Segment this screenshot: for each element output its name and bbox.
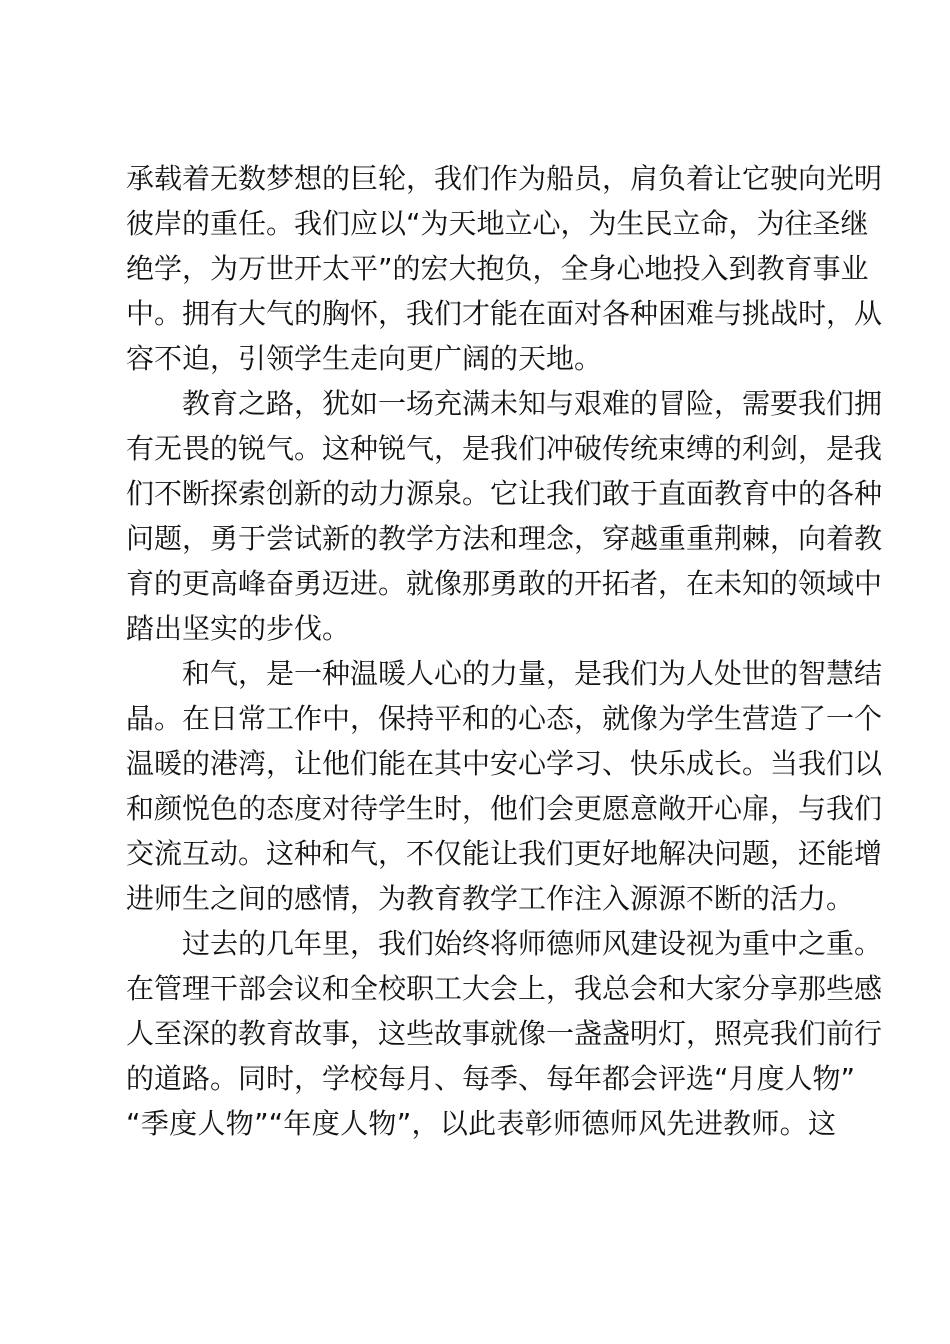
text-line: 在管理干部会议和全校职工大会上，我总会和大家分享那些感: [126, 972, 883, 1005]
text-line: 进师生之间的感情，为教育教学工作注入源源不断的活力。: [126, 882, 855, 915]
paragraph-2: [126, 381, 883, 651]
text-line: 人至深的教育故事，这些故事就像一盏盏明灯，照亮我们前行: [126, 1017, 883, 1050]
paragraph-1: [126, 156, 883, 381]
text-line: 绝学，为万世开太平”的宏大抱负，全身心地投入到教育事业: [126, 252, 869, 285]
text-line: 和气，是一种温暖人心的力量，是我们为人处世的智慧结: [182, 657, 883, 690]
text-line: 育的更高峰奋勇迈进。就像那勇敢的开拓者，在未知的领域中: [126, 567, 883, 600]
text-line: 过去的几年里，我们始终将师德师风建设视为重中之重。: [182, 927, 883, 960]
paragraph-4: [126, 921, 883, 1146]
text-line: 容不迫，引领学生走向更广阔的天地。: [126, 342, 603, 375]
paragraph-3: [126, 651, 883, 921]
text-line: 问题，勇于尝试新的教学方法和理念，穿越重重荆棘，向着教: [126, 522, 883, 555]
text-line: “季度人物”“年度人物”，以此表彰师德师风先进教师。这: [126, 1107, 836, 1140]
text-line: 的道路。同时，学校每月、每季、每年都会评选“月度人物”: [126, 1062, 856, 1095]
text-line: 们不断探索创新的动力源泉。它让我们敢于直面教育中的各种: [126, 477, 883, 510]
text-line: 晶。在日常工作中，保持平和的心态，就像为学生营造了一个: [126, 702, 883, 735]
text-line: 彼岸的重任。我们应以“为天地立心，为生民立命，为往圣继: [126, 207, 869, 240]
text-line: 承载着无数梦想的巨轮，我们作为船员，肩负着让它驶向光明: [126, 162, 883, 195]
text-line: 温暖的港湾，让他们能在其中安心学习、快乐成长。当我们以: [126, 747, 883, 780]
text-line: 有无畏的锐气。这种锐气，是我们冲破传统束缚的利剑，是我: [126, 432, 883, 465]
text-line: 交流互动。这种和气，不仅能让我们更好地解决问题，还能增: [126, 837, 883, 870]
text-line: 踏出坚实的步伐。: [126, 612, 351, 645]
text-line: 和颜悦色的态度对待学生时，他们会更愿意敞开心扉，与我们: [126, 792, 883, 825]
text-line: 中。拥有大气的胸怀，我们才能在面对各种困难与挑战时，从: [126, 297, 883, 330]
text-line: 教育之路，犹如一场充满未知与艰难的冒险，需要我们拥: [182, 387, 883, 420]
body-text: [126, 156, 883, 1146]
